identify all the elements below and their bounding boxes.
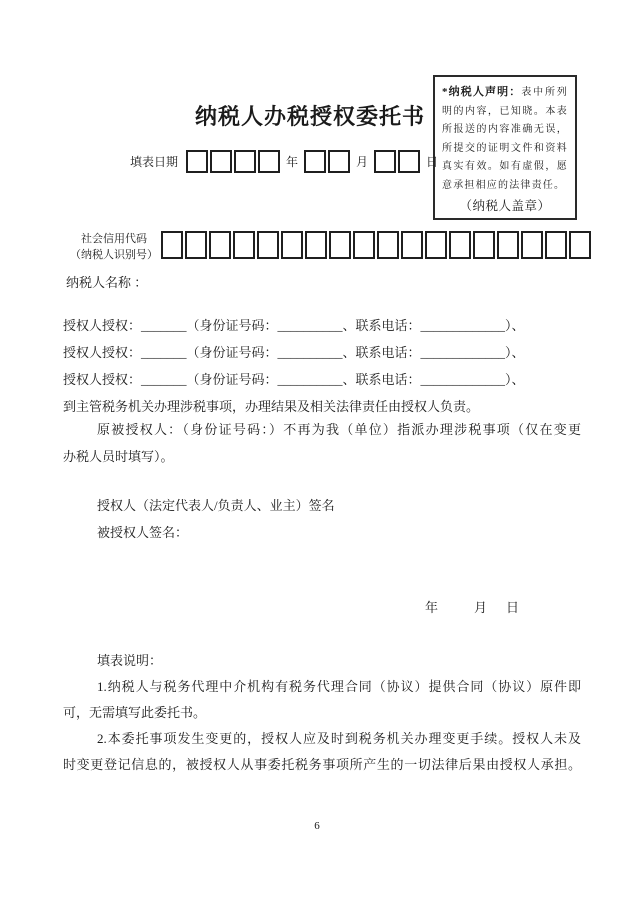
input-box xyxy=(210,150,232,173)
taxpayer-declaration-text xyxy=(442,83,568,195)
day-label: 日 xyxy=(426,155,439,169)
input-box xyxy=(305,231,327,259)
fill-date-label: 填表日期 xyxy=(130,155,179,169)
sign-year-label: 年 xyxy=(425,600,439,615)
input-box xyxy=(233,231,255,259)
credit-code-label-line2: （纳税人识别号） xyxy=(70,249,158,261)
taxpayer-declaration-body: 表中所列明的内容，已知晓。本表所报送的内容准确无误，所提交的证明文件和资料真实有效。如有虚假，愿意承担相应的法律责任。 xyxy=(442,87,568,191)
revocation-line-1: 原被授权人：（身份证号码：）不再为我（单位）指派办理涉税事项（仅在变更 xyxy=(97,422,581,437)
day-input-boxes xyxy=(374,150,420,173)
instructions-block xyxy=(63,648,581,778)
input-box xyxy=(425,231,447,259)
input-box xyxy=(329,231,351,259)
revocation-line-2: 办税人员时填写）。 xyxy=(63,449,174,464)
page-number: 6 xyxy=(314,820,320,832)
input-box xyxy=(257,231,279,259)
input-box xyxy=(304,150,326,173)
input-box xyxy=(473,231,495,259)
fill-date-row xyxy=(130,150,444,173)
instruction-item1-line2: 可，无需填写此委托书。 xyxy=(63,705,207,720)
input-box xyxy=(353,231,375,259)
signature-date-line xyxy=(425,597,519,616)
instructions-heading: 填表说明： xyxy=(97,653,163,668)
input-box xyxy=(398,150,420,173)
form-title: 纳税人办税授权委托书 xyxy=(194,104,425,129)
input-box xyxy=(328,150,350,173)
year-label: 年 xyxy=(286,155,299,169)
authorization-block xyxy=(63,312,581,420)
instruction-item2-line1: 2.本委托事项发生变更的，授权人应及时到税务机关办理变更手续。授权人未及 xyxy=(97,731,581,746)
authorizer-signature-label: 授权人（法定代表人/负责人、业主）签名 xyxy=(97,498,335,513)
input-box xyxy=(209,231,231,259)
input-box xyxy=(449,231,471,259)
input-box xyxy=(377,231,399,259)
input-box xyxy=(569,231,591,259)
input-box xyxy=(545,231,567,259)
input-box xyxy=(521,231,543,259)
revocation-paragraph xyxy=(63,416,581,470)
sign-month-label: 月 xyxy=(474,600,488,615)
year-input-boxes xyxy=(186,150,280,173)
signature-block xyxy=(97,492,577,546)
input-box xyxy=(401,231,423,259)
input-box xyxy=(234,150,256,173)
authorization-line-3: 授权人授权：_______（身份证号码：__________、联系电话：_____________）、 xyxy=(63,372,525,387)
input-box xyxy=(161,231,183,259)
taxpayer-declaration-box xyxy=(433,75,577,220)
instruction-item1-line1: 1.纳税人与税务代理中介机构有税务代理合同（协议）提供合同（协议）原件即 xyxy=(97,679,581,694)
input-box xyxy=(497,231,519,259)
instruction-item2-line2: 时变更登记信息的，被授权人从事委托税务事项所产生的一切法律后果由授权人承担。 xyxy=(63,757,581,772)
input-box xyxy=(374,150,396,173)
input-box xyxy=(258,150,280,173)
input-box xyxy=(185,231,207,259)
taxpayer-declaration-label: *纳税人声明： xyxy=(442,86,522,98)
month-input-boxes xyxy=(304,150,350,173)
credit-code-label xyxy=(64,231,164,263)
authorized-signature-label: 被授权人签名： xyxy=(97,525,189,540)
taxpayer-stamp-note: （纳税人盖章） xyxy=(459,199,551,213)
authorization-closing: 到主管税务机关办理涉税事项，办理结果及相关法律责任由授权人负责。 xyxy=(63,399,480,414)
credit-code-input-boxes xyxy=(161,231,591,259)
input-box xyxy=(281,231,303,259)
authorization-line-1: 授权人授权：_______（身份证号码：__________、联系电话：_____________）、 xyxy=(63,318,525,333)
authorization-line-2: 授权人授权：_______（身份证号码：__________、联系电话：_____________）、 xyxy=(63,345,525,360)
credit-code-label-line1: 社会信用代码 xyxy=(81,233,147,245)
taxpayer-name-label: 纳税人名称 ： xyxy=(66,275,148,290)
month-label: 月 xyxy=(356,155,369,169)
input-box xyxy=(186,150,208,173)
sign-day-label: 日 xyxy=(506,600,520,615)
